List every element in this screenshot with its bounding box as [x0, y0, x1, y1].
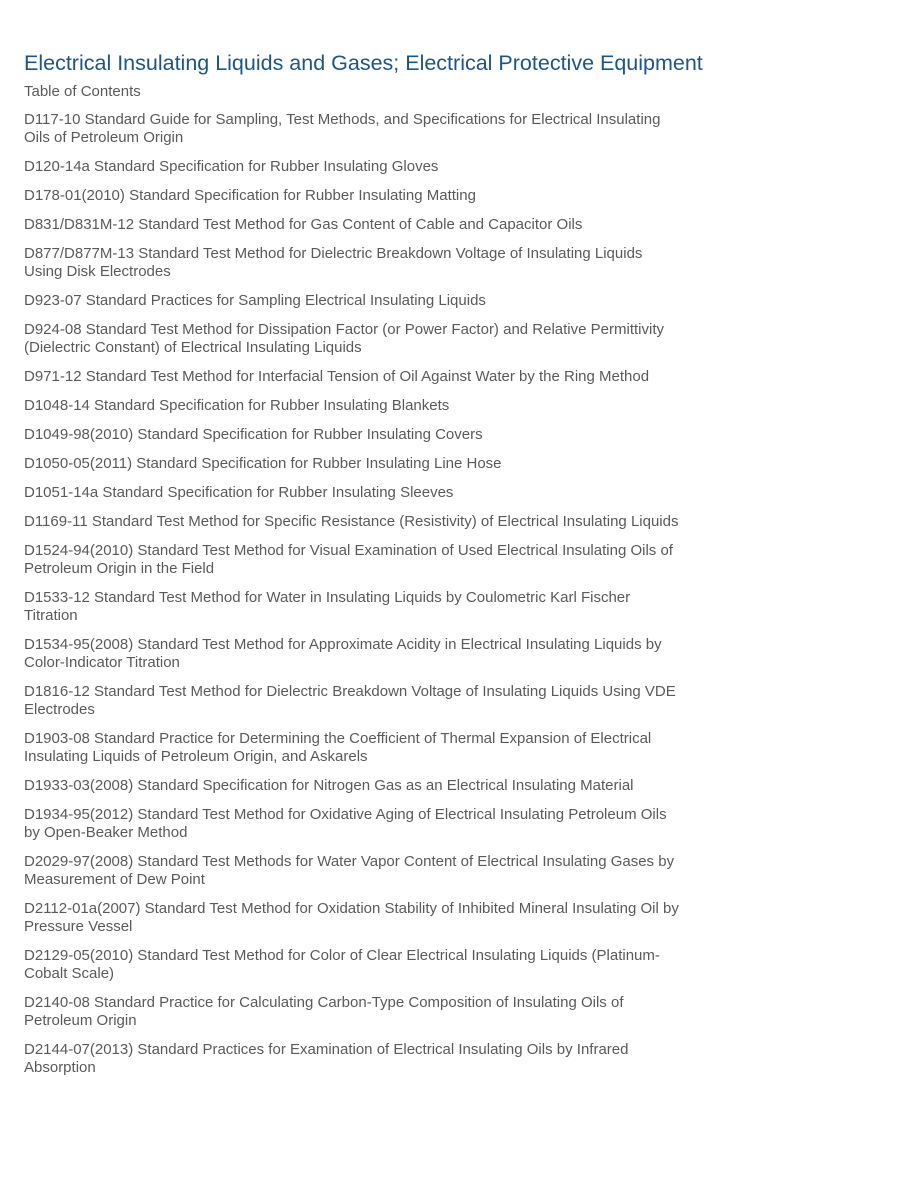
toc-entry[interactable]: D2140-08 Standard Practice for Calculating Carbon-Type Composition of Insulating Oils of Petroleum Origin: [24, 994, 624, 1029]
toc-entry[interactable]: D2112-01a(2007) Standard Test Method for Oxidation Stability of Inhibited Mineral Insulating Oil by Pressure Vessel: [24, 900, 679, 935]
toc-entry[interactable]: D178-01(2010) Standard Specification for Rubber Insulating Matting: [24, 187, 476, 204]
toc-entry[interactable]: D1169-11 Standard Test Method for Specific Resistance (Resistivity) of Electrical Insulating Liquids: [24, 513, 679, 530]
toc-entry[interactable]: D2144-07(2013) Standard Practices for Examination of Electrical Insulating Oils by Infrared Absorption: [24, 1041, 629, 1076]
toc-heading: Table of Contents: [24, 83, 141, 100]
toc-entry[interactable]: D1816-12 Standard Test Method for Dielectric Breakdown Voltage of Insulating Liquids Using VDE Electrodes: [24, 683, 676, 718]
toc-entry[interactable]: D120-14a Standard Specification for Rubber Insulating Gloves: [24, 158, 439, 175]
toc-entry[interactable]: D831/D831M-12 Standard Test Method for Gas Content of Cable and Capacitor Oils: [24, 216, 583, 233]
toc-entry[interactable]: D877/D877M-13 Standard Test Method for Dielectric Breakdown Voltage of Insulating Liquids Using Disk Electrodes: [24, 245, 643, 280]
toc-entry[interactable]: D1051-14a Standard Specification for Rubber Insulating Sleeves: [24, 484, 454, 501]
toc-entry[interactable]: D1524-94(2010) Standard Test Method for Visual Examination of Used Electrical Insulating Oils of Petroleum Origin in the Field: [24, 542, 673, 577]
toc-entry[interactable]: D2029-97(2008) Standard Test Methods for Water Vapor Content of Electrical Insulating Gases by Measurement of Dew Point: [24, 853, 675, 888]
toc-entry[interactable]: D1903-08 Standard Practice for Determining the Coefficient of Thermal Expansion of Electrical Insulating Liquids of Petroleum Origin, and Askarels: [24, 730, 652, 765]
toc-entry[interactable]: D1050-05(2011) Standard Specification for Rubber Insulating Line Hose: [24, 455, 502, 472]
toc-list: [24, 111, 684, 1077]
toc-entry[interactable]: D971-12 Standard Test Method for Interfacial Tension of Oil Against Water by the Ring Method: [24, 368, 650, 385]
toc-entry[interactable]: D117-10 Standard Guide for Sampling, Test Methods, and Specifications for Electrical Insulating Oils of Petroleum Origin: [24, 111, 661, 146]
toc-entry[interactable]: D1049-98(2010) Standard Specification for Rubber Insulating Covers: [24, 426, 483, 443]
toc-entry[interactable]: D924-08 Standard Test Method for Dissipation Factor (or Power Factor) and Relative Permittivity (Dielectric Constant) of Electrical Insulating Liquids: [24, 321, 664, 356]
toc-entry[interactable]: D1533-12 Standard Test Method for Water in Insulating Liquids by Coulometric Karl Fischer Titration: [24, 589, 631, 624]
toc-entry[interactable]: D2129-05(2010) Standard Test Method for Color of Clear Electrical Insulating Liquids (Platinum-Cobalt Scale): [24, 947, 660, 982]
toc-entry[interactable]: D1048-14 Standard Specification for Rubber Insulating Blankets: [24, 397, 450, 414]
toc-entry[interactable]: D923-07 Standard Practices for Sampling Electrical Insulating Liquids: [24, 292, 486, 309]
toc-entry[interactable]: D1933-03(2008) Standard Specification for Nitrogen Gas as an Electrical Insulating Material: [24, 777, 634, 794]
page-title: Electrical Insulating Liquids and Gases; Electrical Protective Equipment: [24, 51, 703, 75]
toc-entry[interactable]: D1534-95(2008) Standard Test Method for Approximate Acidity in Electrical Insulating Liquids by Color-Indicator Titration: [24, 636, 662, 671]
toc-entry[interactable]: D1934-95(2012) Standard Test Method for Oxidative Aging of Electrical Insulating Petroleum Oils by Open-Beaker Method: [24, 806, 667, 841]
